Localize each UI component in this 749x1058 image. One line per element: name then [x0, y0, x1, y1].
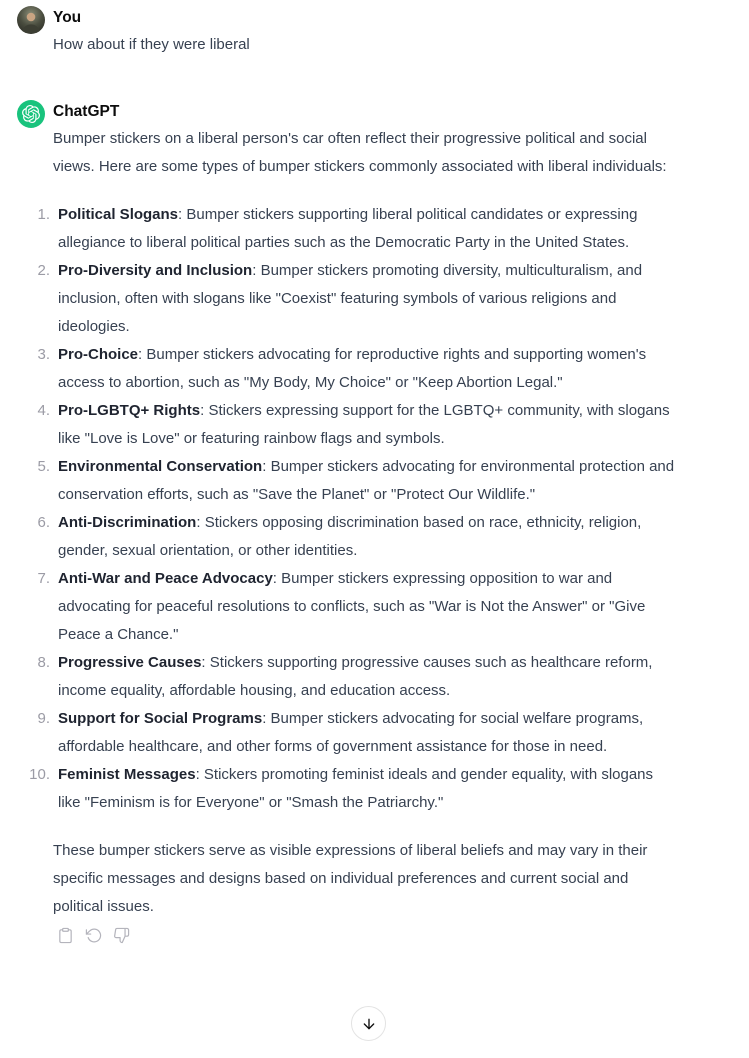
list-item-term: Anti-War and Peace Advocacy	[58, 570, 273, 587]
list-item	[20, 565, 677, 649]
list-item-number: 3.	[37, 346, 50, 363]
list-item-term: Political Slogans	[58, 206, 179, 223]
regenerate-button[interactable]	[84, 926, 102, 944]
arrow-down-icon	[361, 1016, 377, 1032]
user-photo-avatar	[17, 6, 45, 34]
list-item-text	[58, 397, 677, 453]
list-item-separator: :	[262, 458, 271, 475]
list-item-separator: :	[200, 402, 209, 419]
list-item-text	[58, 761, 677, 817]
user-message-text: How about if they were liberal	[53, 36, 250, 53]
assistant-message	[17, 100, 749, 944]
user-message	[17, 6, 749, 59]
list-item-term: Pro-Choice	[58, 346, 139, 363]
list-item	[20, 453, 677, 509]
response-list	[20, 201, 677, 817]
list-item-term: Support for Social Programs	[58, 710, 263, 727]
list-item-text	[58, 257, 677, 341]
chatgpt-avatar	[17, 100, 45, 128]
list-item	[20, 761, 677, 817]
list-item-desc: Bumper stickers promoting diversity, multiculturalism, and inclusion, often with slogans like "Coexist" featuring symbols of various religions and ideologies.	[58, 262, 643, 335]
list-item-number: 7.	[37, 570, 50, 587]
list-item-separator: :	[201, 654, 210, 671]
list-item-separator: :	[196, 514, 205, 531]
list-item-term: Feminist Messages	[58, 766, 196, 783]
list-item-separator: :	[178, 206, 187, 223]
list-item-desc: Stickers supporting progressive causes such as healthcare reform, income equality, affordable housing, and education access.	[58, 654, 653, 699]
list-item-desc: Bumper stickers advocating for reproductive rights and supporting women's access to abortion, such as "My Body, My Choice" or "Keep Abortion Legal."	[58, 346, 647, 391]
list-item-desc: Stickers expressing support for the LGBTQ+ community, with slogans like "Love is Love" or featuring rainbow flags and symbols.	[58, 402, 670, 447]
list-item	[20, 201, 677, 257]
list-item-desc: Bumper stickers advocating for social welfare programs, affordable healthcare, and other forms of government assistance for those in need.	[58, 710, 644, 755]
list-item	[20, 341, 677, 397]
list-item-separator: :	[262, 710, 271, 727]
list-item-number: 4.	[37, 402, 50, 419]
list-item-desc: Bumper stickers advocating for environmental protection and conservation efforts, such as "Save the Planet" or "Protect Our Wildlife."	[58, 458, 675, 503]
list-item-text	[58, 453, 677, 509]
user-author-name: You	[53, 9, 82, 26]
list-item-text	[58, 201, 677, 257]
list-item-separator: :	[252, 262, 261, 279]
list-item-desc: Stickers promoting feminist ideals and gender equality, with slogans like "Feminism is for Everyone" or "Smash the Patriarchy."	[58, 766, 654, 811]
list-item	[20, 509, 677, 565]
list-item-number: 5.	[37, 458, 50, 475]
list-item	[20, 397, 677, 453]
user-avatar	[17, 6, 45, 34]
list-item	[20, 649, 677, 705]
list-item-number: 8.	[37, 654, 50, 671]
list-item-term: Pro-LGBTQ+ Rights	[58, 402, 201, 419]
regenerate-icon	[85, 927, 102, 944]
list-item-desc: Bumper stickers expressing opposition to war and advocating for peaceful resolutions to conflicts, such as "War is Not the Answer" or "Give Peace a Chance."	[58, 570, 646, 643]
response-intro: Bumper stickers on a liberal person's car often reflect their progressive political and social views. Here are some types of bumper stickers commonly associated with liberal individuals:	[53, 130, 667, 175]
list-item-number: 1.	[37, 206, 50, 223]
list-item-term: Environmental Conservation	[58, 458, 263, 475]
list-item-separator: :	[138, 346, 147, 363]
list-item-text	[58, 565, 677, 649]
copy-button[interactable]	[56, 926, 74, 944]
clipboard-icon	[57, 927, 74, 944]
list-item	[20, 705, 677, 761]
list-item-desc: Bumper stickers supporting liberal political candidates or expressing allegiance to liberal political parties such as the Democratic Party in the United States.	[58, 206, 638, 251]
openai-logo-icon	[22, 105, 40, 123]
list-item-text	[58, 705, 677, 761]
thumbs-down-button[interactable]	[112, 926, 130, 944]
list-item-number: 6.	[37, 514, 50, 531]
scroll-to-bottom-button[interactable]	[351, 1006, 386, 1041]
list-item-separator: :	[195, 766, 204, 783]
list-item-separator: :	[272, 570, 282, 587]
list-item	[20, 257, 677, 341]
thumbs-down-icon	[113, 927, 130, 944]
list-item-number: 2.	[37, 262, 50, 279]
list-item-desc: Stickers opposing discrimination based on race, ethnicity, religion, gender, sexual orientation, or other identities.	[58, 514, 642, 559]
list-item-number: 9.	[37, 710, 50, 727]
response-actions	[56, 926, 677, 944]
list-item-term: Anti-Discrimination	[58, 514, 197, 531]
response-outro: These bumper stickers serve as visible expressions of liberal beliefs and may vary in their specific messages and designs based on individual preferences and current social and political issues.	[53, 842, 648, 915]
list-item-text	[58, 341, 677, 397]
list-item-number: 10.	[29, 766, 50, 783]
assistant-author-name: ChatGPT	[53, 103, 120, 120]
list-item-text	[58, 509, 677, 565]
list-item-text	[58, 649, 677, 705]
list-item-term: Progressive Causes	[58, 654, 202, 671]
list-item-term: Pro-Diversity and Inclusion	[58, 262, 253, 279]
